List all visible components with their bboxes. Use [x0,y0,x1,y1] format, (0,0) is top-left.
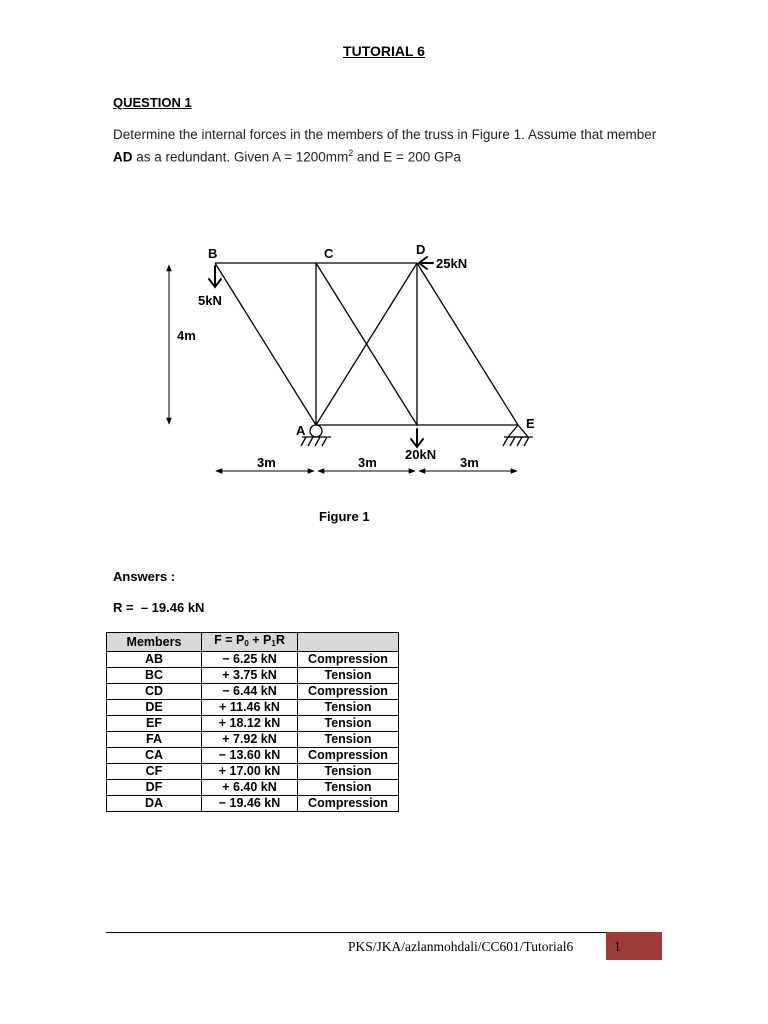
force-cell: + 18.12 kN [202,716,298,732]
type-cell: Compression [298,652,399,668]
member-cell: CF [107,764,202,780]
member-cell: CA [107,748,202,764]
question-text-1: Determine the internal forces in the members of the truss in Figure 1. Assume that member [113,127,657,142]
redundant-result [113,600,204,615]
force-cell: + 7.92 kN [202,732,298,748]
table-row [107,748,399,764]
force-cell: − 13.60 kN [202,748,298,764]
force-cell: + 11.46 kN [202,700,298,716]
node-label-e: E [526,416,535,431]
force-cell: − 19.46 kN [202,796,298,812]
type-cell: Compression [298,796,399,812]
span-label-2: 3m [358,455,377,470]
truss-figure [150,230,570,490]
table-row [107,652,399,668]
header-members: Members [107,633,202,652]
header-force-plus: + P [248,633,272,647]
type-cell: Tension [298,700,399,716]
height-label: 4m [177,328,196,343]
table-row [107,700,399,716]
force-cell: + 6.40 kN [202,780,298,796]
force-cell: + 17.00 kN [202,764,298,780]
r-label: R = [113,600,134,615]
table-row [107,764,399,780]
member-cell: CD [107,684,202,700]
table-row [107,780,399,796]
page-title: TUTORIAL 6 [343,43,425,59]
force-cell: + 3.75 kN [202,668,298,684]
node-label-a: A [296,423,306,438]
force-cell: − 6.44 kN [202,684,298,700]
r-value: – 19.46 kN [140,600,205,615]
load-arrow-d-icon [419,257,433,269]
member-cell: DF [107,780,202,796]
table-row [107,716,399,732]
member-ab [215,263,316,425]
header-force-sub1: 1 [271,639,276,648]
member-cell: EF [107,716,202,732]
span-label-1: 3m [257,455,276,470]
table-header-row [107,633,399,652]
type-cell: Compression [298,748,399,764]
load-label-d: 25kN [436,256,468,271]
question-heading: QUESTION 1 [113,95,192,110]
node-label-c: C [324,246,334,261]
type-cell: Tension [298,732,399,748]
page-number: 1 [614,939,621,954]
question-text-2: as a redundant. Given A = 1200mm [132,149,349,165]
node-label-b: B [208,246,218,261]
load-label-b: 5kN [198,293,222,308]
table-row [107,796,399,812]
question-text-3: and E = 200 GPa [353,149,461,165]
answers-heading: Answers : [113,569,176,584]
header-force-r: R [275,633,285,647]
figure-caption: Figure 1 [319,509,370,524]
table-row [107,668,399,684]
pin-support-icon [301,425,331,446]
member-cell: DE [107,700,202,716]
header-force-sub0: 0 [244,639,249,648]
member-cell: FA [107,732,202,748]
table-row [107,732,399,748]
load-label-bottom: 20kN [405,447,437,462]
table-row [107,684,399,700]
header-force [202,633,298,652]
area-exponent: 2 [348,148,354,158]
member-cell: AB [107,652,202,668]
load-arrow-bottom-icon [411,429,423,447]
footer-text: PKS/JKA/azlanmohdali/CC601/Tutorial6 [348,939,574,954]
type-cell: Tension [298,780,399,796]
member-cell: DA [107,796,202,812]
header-type [298,633,399,652]
question-text [113,126,673,167]
results-table [106,632,399,812]
footer-rule [106,932,662,933]
type-cell: Tension [298,668,399,684]
node-label-d: D [416,242,426,257]
redundant-member: AD [113,149,133,165]
type-cell: Compression [298,684,399,700]
type-cell: Tension [298,764,399,780]
span-label-3: 3m [460,455,479,470]
header-force-f: F = P [214,633,245,647]
member-cell: BC [107,668,202,684]
type-cell: Tension [298,716,399,732]
member-de [417,263,518,425]
table-body [107,652,399,812]
force-cell: − 6.25 kN [202,652,298,668]
